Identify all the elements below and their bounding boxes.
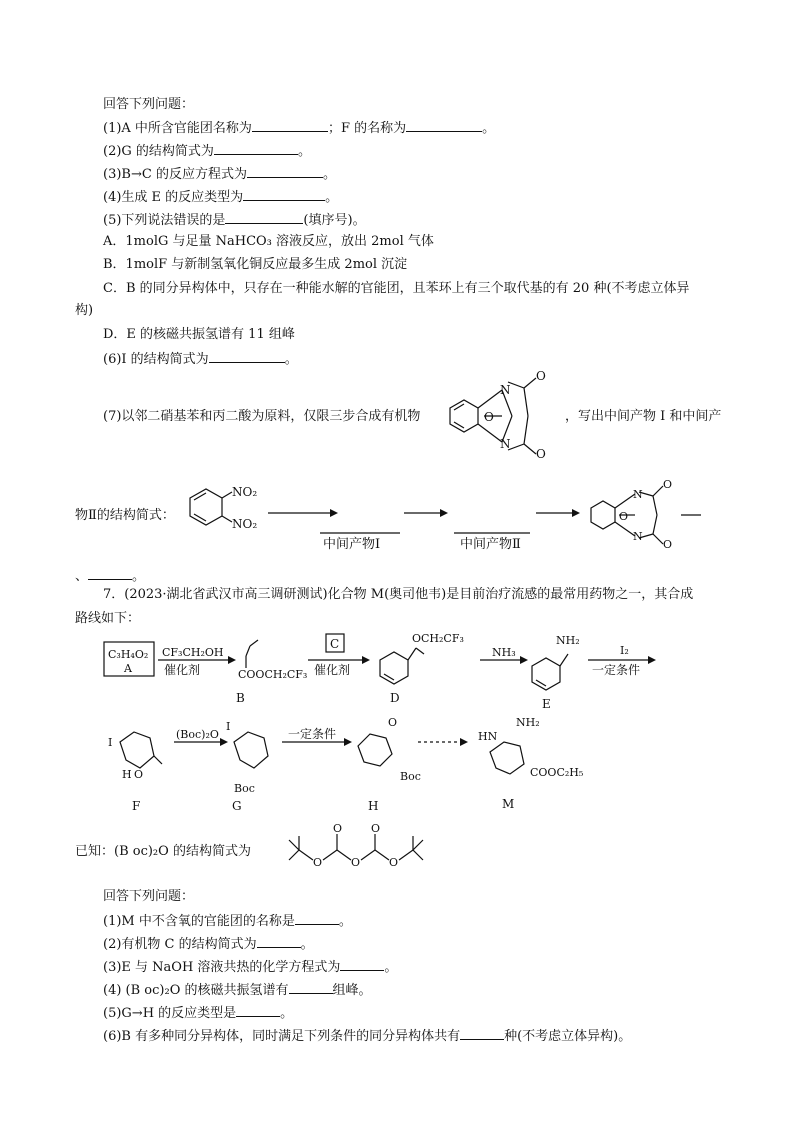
compound-d-label: D — [390, 691, 400, 705]
q7-part4-end: 组峰。 — [332, 983, 372, 998]
condition-label: 一定条件 — [288, 727, 337, 741]
q6-part2 — [103, 141, 311, 161]
q6-option-b: B．1molF 与新制氢氧化铜反应最多生成 2mol 沉淀 — [103, 257, 408, 272]
q7-intro: 回答下列问题： — [103, 889, 195, 904]
intermediate-1-label: 中间产物Ⅰ — [323, 537, 381, 552]
boc2o-structure — [285, 820, 455, 880]
answer-blank[interactable] — [236, 1003, 280, 1017]
q6-part6-end: 。 — [284, 352, 298, 367]
compound-b-ester: COOCH₂CF₃ — [238, 668, 308, 681]
compound-a-formula: C₃H₄O₂ — [108, 648, 149, 661]
atom-o-label: O — [371, 822, 381, 835]
q6-part3 — [103, 164, 336, 184]
atom-o-label: O — [536, 369, 546, 383]
compound-e-label: E — [542, 697, 551, 711]
q6-part2-text: (2)G 的结构简式为 — [103, 144, 214, 159]
atom-o-label: O — [619, 510, 629, 523]
separator: 、 — [75, 569, 89, 584]
atom-o-label: O — [536, 447, 546, 461]
answer-blank[interactable] — [295, 911, 339, 925]
q6-part3-text: (3)B→C 的反应方程式为 — [103, 167, 247, 182]
compound-g-label: G — [232, 799, 242, 813]
q7-part1-text: (1)M 中不含氧的官能团的名称是 — [103, 914, 295, 929]
catalyst-label: 催化剂 — [164, 663, 201, 677]
synthesis-scheme-row2 — [100, 712, 660, 822]
reagent-cf3ch2oh: CF₃CH₂OH — [162, 646, 224, 659]
answer-blank[interactable] — [289, 980, 333, 994]
amide-nh-label: HN — [478, 730, 498, 743]
boc-label: Boc — [400, 770, 421, 783]
answer-blank[interactable] — [460, 1026, 504, 1040]
q6-part5 — [103, 210, 366, 230]
q7-part1-end: 。 — [338, 914, 352, 929]
iodo-label: I — [108, 736, 113, 749]
answer-blank[interactable] — [209, 349, 285, 363]
q7-part3 — [103, 957, 397, 977]
atom-n-label: N — [633, 488, 643, 501]
atom-o-label: O — [351, 856, 361, 869]
q6-part7-line2: 物Ⅱ的结构简式： — [75, 508, 175, 523]
q7-part6-end: 种(不考虑立体异构)。 — [504, 1029, 632, 1044]
answer-blank[interactable] — [243, 187, 325, 201]
synthesis-scheme-row1 — [100, 630, 680, 720]
q7-known: 已知：(B oc)₂O 的结构简式为 — [75, 844, 251, 859]
q6-part5-text: (5)下列说法错误的是 — [103, 213, 226, 228]
q7-part5-text: (5)G→H 的反应类型是 — [103, 1006, 237, 1021]
q7-part5-end: 。 — [280, 1006, 294, 1021]
target-structure — [440, 368, 560, 464]
answer-blank[interactable] — [88, 566, 132, 580]
atom-o-label: O — [663, 538, 673, 551]
atom-o-label: O — [333, 822, 343, 835]
q6-intro: 回答下列问题： — [103, 97, 195, 112]
q6-part1-end: 。 — [482, 121, 496, 136]
atom-n-label: N — [633, 530, 643, 543]
amino-group-label: NH₂ — [516, 716, 540, 729]
q7-part3-text: (3)E 与 NaOH 溶液共热的化学方程式为 — [103, 960, 341, 975]
reagent-boc2o: (Boc)₂O — [176, 728, 219, 741]
q7-part1 — [103, 911, 352, 931]
answer-blank[interactable] — [252, 118, 328, 132]
compound-a-label: A — [124, 662, 132, 675]
q6-part4-text: (4)生成 E 的反应类型为 — [103, 190, 244, 205]
answer-blank[interactable] — [225, 210, 303, 224]
q6-option-c-cont: 构) — [75, 303, 94, 318]
q7-part2-text: (2)有机物 C 的结构简式为 — [103, 937, 257, 952]
q6-part7: (7)以邻二硝基苯和丙二酸为原料，仅限三步合成有机物 — [103, 409, 421, 424]
atom-o-label: O — [663, 478, 673, 491]
q7-part4 — [103, 980, 372, 1000]
reagent-nh3: NH₃ — [492, 646, 516, 659]
q6-part3-end: 。 — [322, 167, 336, 182]
condition-label: 一定条件 — [592, 663, 641, 677]
q7-part2 — [103, 934, 314, 954]
q6-part6 — [103, 349, 298, 369]
iodo-label: I — [226, 720, 231, 733]
atom-o-label: O — [484, 410, 494, 424]
atom-o-label: O — [134, 768, 144, 781]
q7-title-cont: 路线如下： — [75, 611, 141, 626]
answer-blank[interactable] — [214, 141, 298, 155]
q7-part6 — [103, 1026, 631, 1046]
boc-label: Boc — [234, 782, 255, 795]
q6-part2-end: 。 — [297, 144, 311, 159]
q7-part2-end: 。 — [300, 937, 314, 952]
q7-part6-text: (6)B 有多种同分异构体，同时满足下列条件的同分异构体共有 — [103, 1029, 461, 1044]
q6-part1 — [103, 118, 495, 138]
q7-part5 — [103, 1003, 293, 1023]
answer-blank[interactable] — [340, 957, 384, 971]
compound-b-label: B — [236, 691, 245, 705]
compound-c-label: C — [330, 637, 340, 651]
q6-part4 — [103, 187, 338, 207]
q6-part1-text2: ；F 的名称为 — [327, 121, 407, 136]
ester-group-label: COOC₂H₅ — [530, 766, 584, 779]
atom-n-label: N — [500, 383, 511, 397]
compound-h-label: H — [368, 799, 379, 813]
answer-blank[interactable] — [257, 934, 301, 948]
q6-part6-text: (6)I 的结构简式为 — [103, 352, 209, 367]
q7-title: 7．(2023·湖北省武汉市高三调研测试)化合物 M(奥司他韦)是目前治疗流感的最常用药物之一，其合成 — [103, 587, 694, 602]
q6-part7-cont: ，写出中间产物 I 和中间产 — [565, 409, 722, 424]
atom-o-label: O — [313, 856, 323, 869]
compound-f-label: F — [132, 799, 141, 813]
atom-o-label: O — [389, 856, 399, 869]
q6-part7-line3 — [75, 566, 145, 586]
q6-part5-end: (填序号)。 — [303, 213, 366, 228]
q7-part3-end: 。 — [384, 960, 398, 975]
q6-option-d: D．E 的核磁共振氢谱有 11 组峰 — [103, 327, 295, 342]
answer-blank[interactable] — [247, 164, 323, 178]
nitro-group-label: NO₂ — [232, 517, 258, 531]
catalyst-label: 催化剂 — [314, 663, 351, 677]
atom-h-label: H — [122, 768, 132, 781]
compound-d-group: OCH₂CF₃ — [412, 632, 464, 645]
q6-option-a: A．1molG 与足量 NaHCO₃ 溶液反应，放出 2mol 气体 — [103, 234, 434, 249]
nitro-group-label: NO₂ — [232, 485, 258, 499]
q6-part7-end: 。 — [132, 569, 146, 584]
target-structure-small — [585, 478, 715, 558]
atom-o-label: O — [388, 716, 398, 729]
compound-e-group: NH₂ — [556, 634, 580, 647]
intermediate-2-label: 中间产物Ⅱ — [460, 537, 521, 552]
compound-m-label: M — [502, 797, 515, 811]
answer-blank[interactable] — [406, 118, 482, 132]
q6-part1-text: (1)A 中所含官能团名称为 — [103, 121, 252, 136]
atom-n-label: N — [500, 437, 511, 451]
q6-part4-end: 。 — [325, 190, 339, 205]
o-dinitrobenzene — [180, 480, 260, 546]
q7-part4-text: (4) (B oc)₂O 的核磁共振氢谱有 — [103, 983, 289, 998]
q6-option-c: C．B 的同分异构体中，只存在一种能水解的官能团，且苯环上有三个取代基的有 20 种(不考虑立体异 — [103, 281, 690, 296]
reagent-i2: I₂ — [620, 644, 629, 657]
